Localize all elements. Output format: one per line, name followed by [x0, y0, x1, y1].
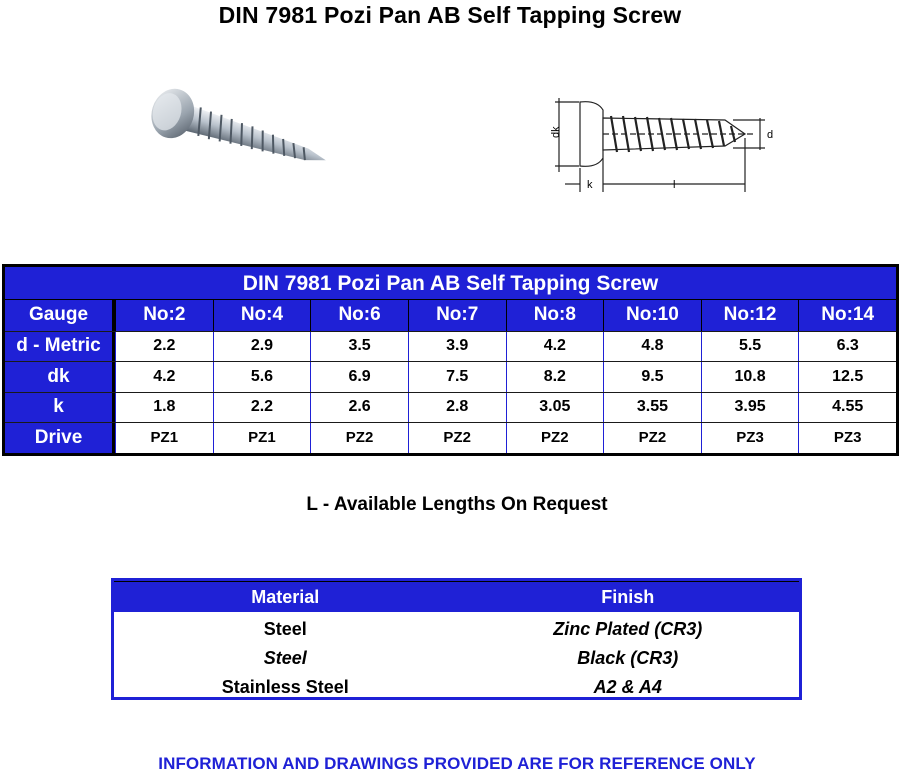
value-cell: 2.9	[213, 332, 311, 362]
dk-dimension-label: dk	[550, 126, 562, 138]
gauge-label: Gauge	[5, 300, 115, 331]
material-header-row	[114, 581, 799, 612]
value-cell: 6.3	[798, 332, 896, 362]
value-cell: PZ1	[213, 423, 311, 453]
value-cell: 5.6	[213, 362, 311, 392]
gauge-cell: No:7	[408, 300, 506, 331]
material-header: Material	[251, 587, 320, 607]
value-cell: PZ3	[701, 423, 799, 453]
row-label: d - Metric	[5, 332, 115, 362]
table-row	[5, 331, 896, 362]
value-cell: 4.55	[798, 393, 896, 423]
value-cell: 5.5	[701, 332, 799, 362]
gauge-cell: No:12	[701, 300, 799, 331]
value-cell: PZ2	[408, 423, 506, 453]
table-row	[5, 392, 896, 423]
value-cell: 3.95	[701, 393, 799, 423]
row-label: k	[5, 393, 115, 423]
gauge-header-row	[5, 300, 896, 331]
gauge-cell: No:8	[506, 300, 604, 331]
material-table	[111, 578, 802, 700]
material-cell: Steel	[263, 648, 307, 668]
d-dimension-label: d	[767, 129, 774, 141]
table-row	[114, 644, 799, 673]
value-cell: 4.8	[603, 332, 701, 362]
spec-table-title: DIN 7981 Pozi Pan AB Self Tapping Screw	[5, 267, 896, 300]
value-cell: 7.5	[408, 362, 506, 392]
k-dimension-label: k	[587, 179, 593, 191]
value-cell: 6.9	[310, 362, 408, 392]
value-cell: 2.2	[213, 393, 311, 423]
gauge-cell: No:2	[115, 300, 213, 331]
value-cell: 1.8	[115, 393, 213, 423]
value-cell: 4.2	[506, 332, 604, 362]
specification-table	[2, 264, 899, 456]
value-cell: PZ2	[506, 423, 604, 453]
disclaimer-footer: INFORMATION AND DRAWINGS PROVIDED ARE FOR REFERENCE ONLY	[158, 754, 756, 773]
value-cell: 2.8	[408, 393, 506, 423]
finish-cell: Zinc Plated (CR3)	[553, 619, 703, 639]
value-cell: PZ3	[798, 423, 896, 453]
value-cell: 8.2	[506, 362, 604, 392]
value-cell: 3.05	[506, 393, 604, 423]
page-title: DIN 7981 Pozi Pan AB Self Tapping Screw	[218, 2, 682, 28]
row-label: Drive	[5, 423, 115, 453]
table-row	[5, 361, 896, 392]
gauge-cell: No:4	[213, 300, 311, 331]
screw-photo	[140, 88, 340, 178]
value-cell: 3.9	[408, 332, 506, 362]
value-cell: 3.55	[603, 393, 701, 423]
table-row	[5, 422, 896, 453]
table-row	[114, 673, 799, 702]
gauge-cell: No:14	[798, 300, 896, 331]
material-cell: Stainless Steel	[221, 677, 349, 697]
row-label: dk	[5, 362, 115, 392]
finish-cell: A2 & A4	[593, 677, 662, 697]
value-cell: 2.6	[310, 393, 408, 423]
value-cell: 2.2	[115, 332, 213, 362]
l-dimension-label: l	[673, 179, 676, 191]
table-row	[114, 615, 799, 644]
value-cell: PZ1	[115, 423, 213, 453]
gauge-cell: No:6	[310, 300, 408, 331]
finish-cell: Black (CR3)	[577, 648, 679, 668]
value-cell: 9.5	[603, 362, 701, 392]
value-cell: 4.2	[115, 362, 213, 392]
value-cell: 3.5	[310, 332, 408, 362]
value-cell: PZ2	[310, 423, 408, 453]
finish-header: Finish	[601, 587, 655, 607]
value-cell: 12.5	[798, 362, 896, 392]
value-cell: PZ2	[603, 423, 701, 453]
value-cell: 10.8	[701, 362, 799, 392]
lengths-note: L - Available Lengths On Request	[306, 494, 608, 515]
screw-technical-drawing	[545, 88, 780, 196]
material-cell: Steel	[263, 619, 307, 639]
gauge-cell: No:10	[603, 300, 701, 331]
